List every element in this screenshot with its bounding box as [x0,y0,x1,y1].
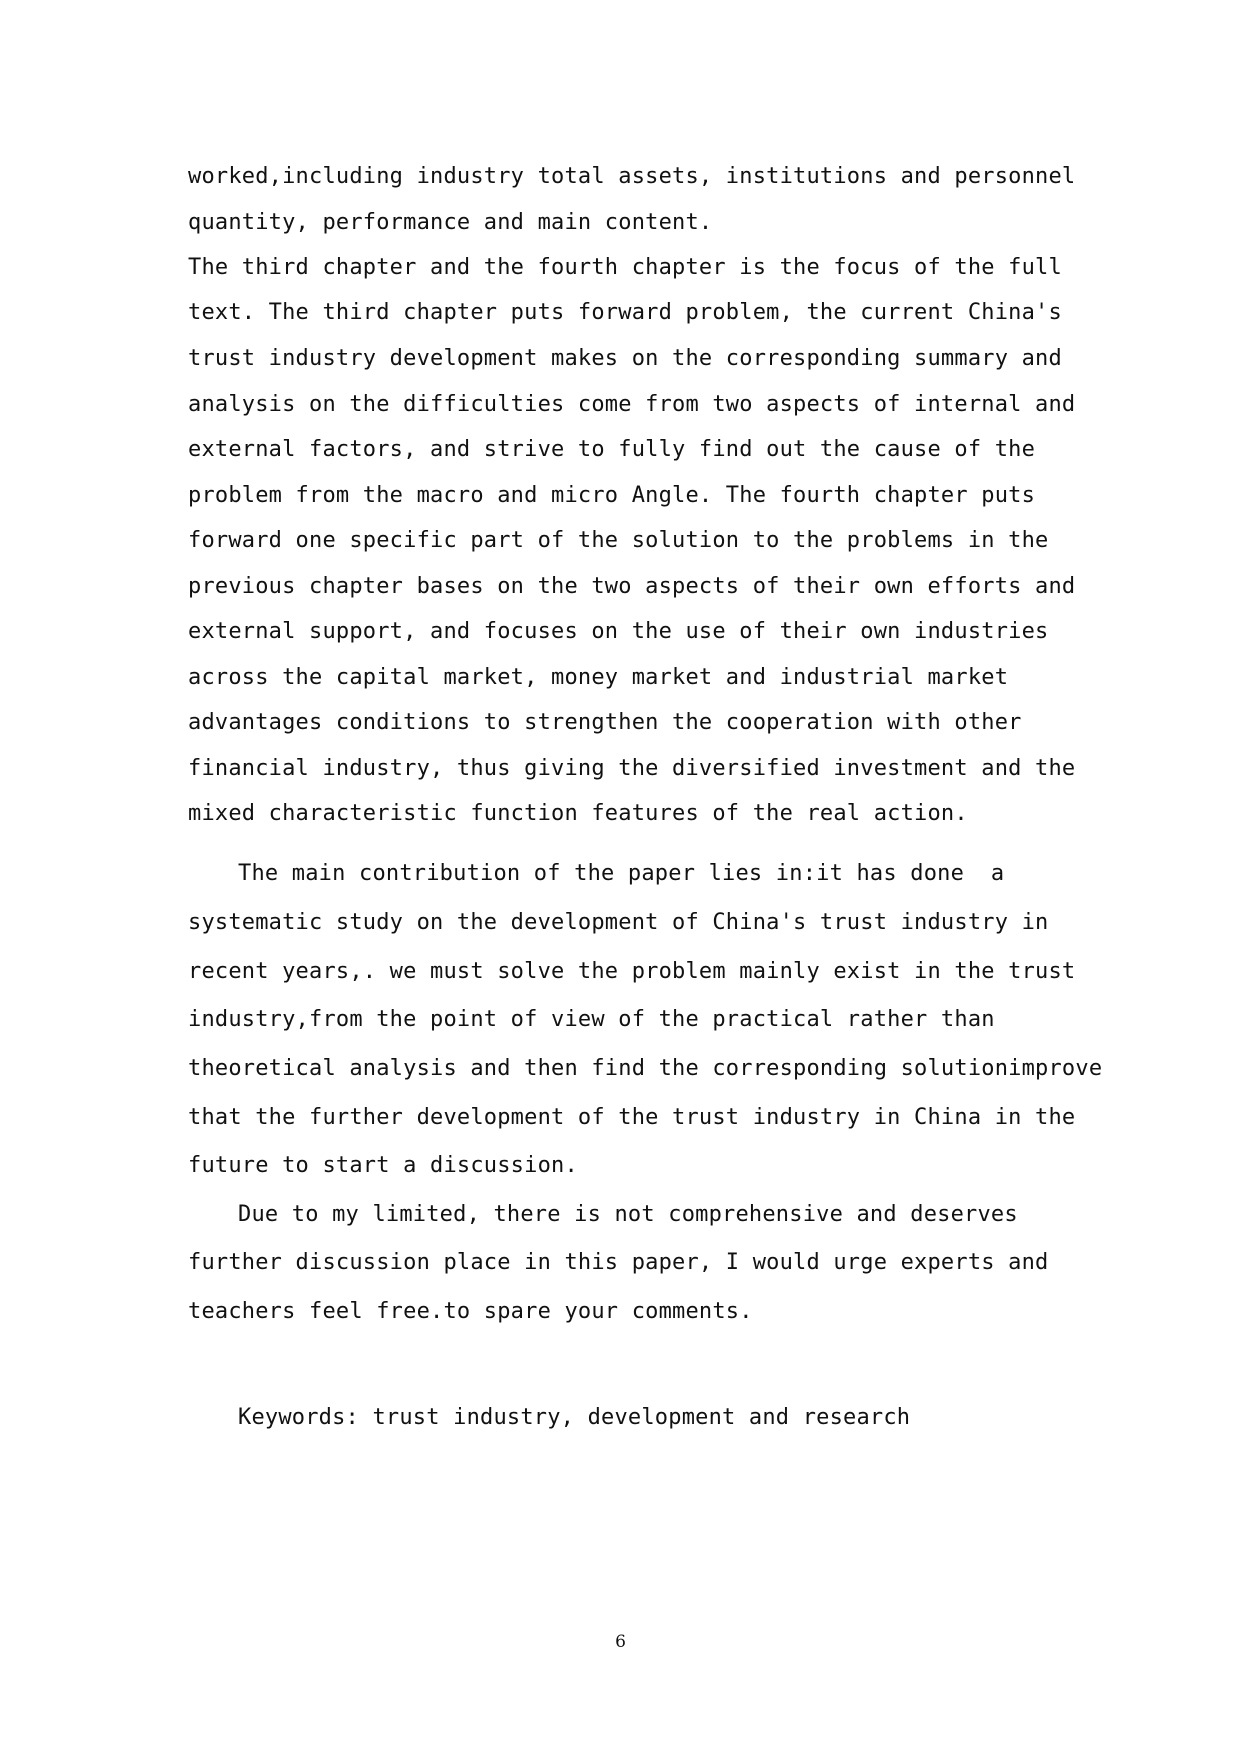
text-line: external factors, and strive to fully find out the cause of the [188,437,1036,462]
text-line: forward one specific part of the solution to the problems in the [188,528,1049,553]
text-line: trust industry development makes on the corresponding summary and [188,346,1062,371]
text-line: external support, and focuses on the use of their own industries [188,619,1049,644]
text-line: financial industry, thus giving the diversified investment and the [188,756,1076,781]
text-line: that the further development of the trust industry in China in the [188,1105,1076,1130]
text-line: Due to my limited, there is not comprehensive and deserves [238,1202,1018,1227]
keywords-line: Keywords: trust industry, development and research [238,1405,911,1430]
text-line: industry,from the point of view of the practical rather than [188,1007,995,1032]
text-line: problem from the macro and micro Angle. The fourth chapter puts [188,483,1036,508]
text-line: future to start a discussion. [188,1153,578,1178]
text-line: quantity, performance and main content. [188,210,713,235]
text-line: The main contribution of the paper lies in:it has done a [238,861,1005,886]
text-line: teachers feel free.to spare your comments. [188,1299,753,1324]
text-line: text. The third chapter puts forward problem, the current China's [188,300,1062,325]
text-line: mixed characteristic function features of the real action. [188,801,968,826]
text-line: further discussion place in this paper, I would urge experts and [188,1250,1049,1275]
text-line: analysis on the difficulties come from two aspects of internal and [188,392,1076,417]
text-line: across the capital market, money market and industrial market [188,665,1009,690]
text-line: The third chapter and the fourth chapter is the focus of the full [188,255,1062,280]
text-line: worked,including industry total assets, institutions and personnel [188,164,1076,189]
text-line: systematic study on the development of China's trust industry in [188,910,1049,935]
page-number: 6 [615,1632,626,1652]
text-line: advantages conditions to strengthen the cooperation with other [188,710,1022,735]
text-line: previous chapter bases on the two aspects of their own efforts and [188,574,1076,599]
text-line: recent years,. we must solve the problem mainly exist in the trust [188,959,1076,984]
text-line: theoretical analysis and then find the corresponding solutionimprove [188,1056,1103,1081]
